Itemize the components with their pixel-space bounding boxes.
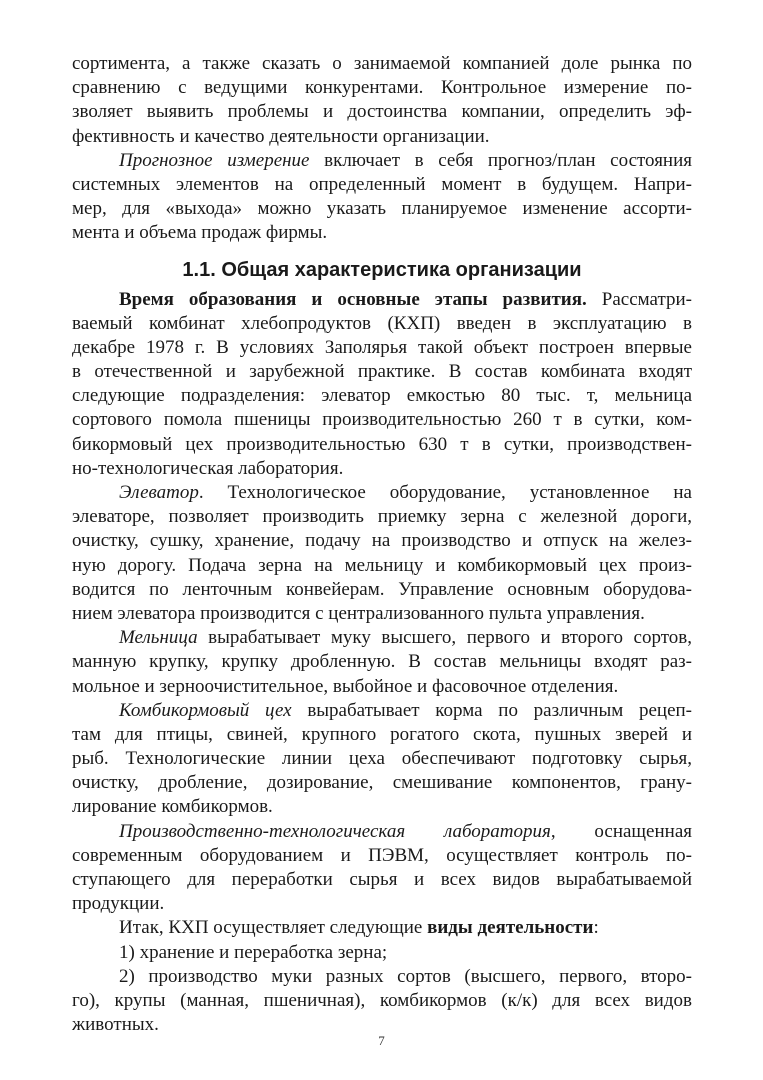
feed-paragraph xyxy=(72,699,692,820)
text-line: бикормовый цех производительностью 630 т в сутки, производствен- xyxy=(72,433,692,455)
text-line: нием элеватора производится с централизованного пульта управления. xyxy=(72,602,645,624)
text-line: ваемый комбинат хлебопродуктов (КХП) введен в эксплуатацию в xyxy=(72,312,692,334)
text-line xyxy=(72,626,692,650)
text-line: там для птицы, свиней, крупного рогатого скота, пушных зверей и xyxy=(72,723,692,745)
text-line: очистку, сушку, хранение, подачу на производство и отпуск на желез- xyxy=(72,530,692,552)
page-number: 7 xyxy=(378,1033,385,1048)
text-line: водится по ленточным конвейерам. Управление основным оборудова- xyxy=(72,578,692,600)
text-fragment: включает в себя прогноз/план состояния xyxy=(309,149,693,171)
italic-term: Прогнозное измерение xyxy=(119,149,310,171)
text-fragment: , оснащенная xyxy=(550,820,692,842)
text-line: в отечественной и зарубежной практике. В состав комбината входят xyxy=(72,361,692,383)
text-line xyxy=(72,699,692,723)
text-line: манную крупку, крупку дробленную. В состав мельницы входят раз- xyxy=(72,651,692,673)
text-line: декабре 1978 г. В условиях Заполярья такой объект построен впервые xyxy=(72,336,692,358)
italic-term: Комбикормовый цех xyxy=(119,699,292,721)
text-line: сравнению с ведущими конкурентами. Контрольное измерение по- xyxy=(72,77,692,99)
text-line: лирование комбикормов. xyxy=(72,796,273,818)
text-line: сортового помола пшеницы производительностью 260 т в сутки, ком- xyxy=(72,409,692,431)
bold-term: Время образования и основные этапы развития. xyxy=(119,288,587,310)
text-line: но-технологическая лаборатория. xyxy=(72,457,344,479)
text-line: рыб. Технологические линии цеха обеспечивают подготовку сырья, xyxy=(72,748,692,770)
text-line: го), крупы (манная, пшеничная), комбикормов (к/к) для всех видов xyxy=(72,989,692,1011)
forecast-paragraph xyxy=(72,149,692,246)
bold-term: виды деятельности xyxy=(427,917,594,939)
text-line: сортимента, а также сказать о занимаемой компанией доле рынка по xyxy=(72,53,692,74)
italic-term: Производственно-технологическая лаборатория xyxy=(119,820,551,842)
text-line: продукции. xyxy=(72,893,165,915)
text-fragment: : xyxy=(593,917,599,939)
activities-paragraph xyxy=(72,916,692,1037)
text-line: элеваторе, позволяет производить приемку зерна с железной дороги, xyxy=(72,506,692,528)
history-paragraph xyxy=(72,288,692,482)
text-line: современным оборудованием и ПЭВМ, осуществляет контроль по- xyxy=(72,844,692,866)
italic-term: Мельница xyxy=(119,627,198,649)
text-fragment: Итак, КХП осуществляет следующие xyxy=(119,917,428,939)
text-line: животных. xyxy=(72,1014,159,1036)
text-line: очистку, дробление, дозирование, смешивание компонентов, грану- xyxy=(72,772,692,794)
text-line: зволяет выявить проблемы и достоинства компании, определить эф- xyxy=(72,101,692,123)
document-page xyxy=(72,52,692,1037)
text-line xyxy=(72,288,692,312)
text-fragment: Рассматри- xyxy=(586,288,692,310)
italic-term: Элеватор xyxy=(119,482,199,503)
text-line: системных элементов на определенный момент в будущем. Напри- xyxy=(72,173,692,195)
list-item: 1) хранение и переработка зерна; xyxy=(119,941,388,963)
text-line xyxy=(72,481,692,505)
text-fragment: вырабатывает муку высшего, первого и второго сортов, xyxy=(197,627,692,649)
text-line: ступающего для переработки сырья и всех видов вырабатываемой xyxy=(72,869,692,890)
list-item: 2) производство муки разных сортов (высшего, первого, второ- xyxy=(119,965,692,987)
mill-paragraph xyxy=(72,626,692,699)
text-line xyxy=(72,149,692,173)
section-heading: 1.1. Общая характеристика организации xyxy=(182,258,582,281)
text-line xyxy=(72,820,692,844)
text-fragment: . Технологическое оборудование, установленное на xyxy=(198,482,692,503)
lab-paragraph xyxy=(72,820,692,917)
text-line: следующие подразделения: элеватор емкостью 80 тыс. т, мельница xyxy=(72,385,692,407)
text-line: мер, для «выхода» можно указать планируемое изменение ассорти- xyxy=(72,198,692,220)
text-line: фективность и качество деятельности организации. xyxy=(72,125,490,147)
text-line xyxy=(72,916,692,940)
text-line: мольное и зерноочистительное, выбойное и фасовочное отделения. xyxy=(72,675,619,697)
text-line: ную дорогу. Подача зерна на мельницу и комбикормовый цех произ- xyxy=(72,554,692,576)
text-fragment: вырабатывает корма по различным рецеп- xyxy=(291,699,692,721)
elevator-paragraph xyxy=(72,481,692,626)
text-line: мента и объема продаж фирмы. xyxy=(72,222,328,244)
intro-paragraph xyxy=(72,52,692,149)
